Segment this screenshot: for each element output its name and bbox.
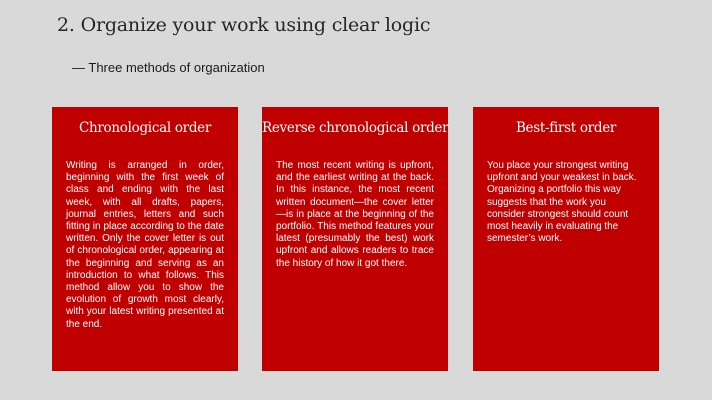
card-title: Best-first order	[515, 120, 617, 136]
card-reverse-chronological-order	[262, 107, 448, 371]
slide-title: 2. Organize your work using clear logic	[57, 14, 431, 36]
card-title: Chronological order	[78, 120, 212, 136]
card-body: Writing is arranged in order, beginning with the first week of class and ending with the last week, with all drafts, papers, journal entries, letters and such fitting in place according to the date written. Only the cover letter is out of chronological order, appearing at the beginning and serving as an introduction to what follows. This method allow you to show the evolution of growth most clearly, with your latest writing presented at the end.	[66, 160, 224, 330]
card-body: You place your strongest writing upfront and your weakest in back. Organizing a portfolio this way suggests that the work you consider strongest should count most heavily in evaluating the semester’s work.	[487, 160, 637, 245]
card-chronological-order	[52, 107, 238, 371]
card-title: Reverse chronological order	[262, 120, 449, 136]
card-best-first-order	[473, 107, 659, 371]
slide-subtitle: — Three methods of organization	[72, 60, 265, 75]
card-body: The most recent writing is upfront, and the earliest writing at the back. In this instance, the most recent written document—the cover letter—is in place at the beginning of the portfolio. This method features your latest (presumably the best) work upfront and allows readers to trace the history of how it got there.	[276, 160, 434, 269]
